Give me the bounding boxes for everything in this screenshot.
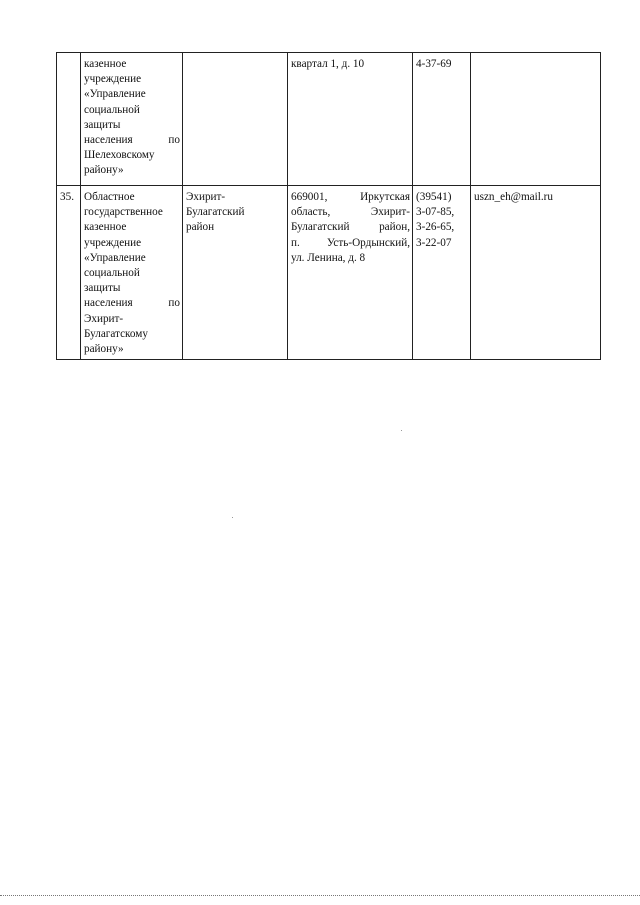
district-line: Эхирит- xyxy=(186,191,226,203)
address-cell xyxy=(288,186,413,360)
phone-line: 3-26-65, xyxy=(416,221,455,234)
name-line: Булагатскому xyxy=(84,327,148,340)
phone-cell xyxy=(413,53,471,186)
address-line: 669001, Иркутская xyxy=(291,191,410,203)
address-line: область, Эхирит- xyxy=(291,206,410,219)
table-row xyxy=(57,53,601,186)
page-bottom-edge xyxy=(0,895,640,896)
row-number-cell xyxy=(57,53,81,186)
name-line: казенное xyxy=(84,58,127,70)
name-line: защиты xyxy=(84,118,121,131)
phone-line: 3-22-07 xyxy=(416,236,452,249)
name-line: Областное xyxy=(84,191,135,203)
address-line: Булагатский район, xyxy=(291,221,410,234)
phone-line: 3-07-85, xyxy=(416,206,455,219)
name-line: государственное xyxy=(84,206,163,219)
name-line: району» xyxy=(84,343,124,356)
name-line: социальной xyxy=(84,103,140,116)
address-cell xyxy=(288,53,413,186)
district-line: Булагатский xyxy=(186,206,245,219)
name-line: учреждение xyxy=(84,236,142,249)
table-row xyxy=(57,186,601,360)
name-line: «Управление xyxy=(84,88,146,101)
name-line: Шелеховскому xyxy=(84,149,155,162)
institution-name-cell xyxy=(81,53,183,186)
district-cell xyxy=(183,53,288,186)
phone-line: 4-37-69 xyxy=(416,58,452,70)
address-line: п. Усть-Ордынский, xyxy=(291,236,410,249)
name-line: «Управление xyxy=(84,251,146,264)
phone-line: (39541) xyxy=(416,191,452,203)
scan-speck xyxy=(232,517,233,518)
scan-speck xyxy=(401,430,402,431)
email-cell xyxy=(471,53,601,186)
phone-cell xyxy=(413,186,471,360)
row-number-cell xyxy=(57,186,81,360)
district-line: район xyxy=(186,221,215,234)
row-number: 35. xyxy=(60,191,74,203)
institutions-table xyxy=(56,52,601,360)
name-line: району» xyxy=(84,164,124,177)
address-line: квартал 1, д. 10 xyxy=(291,58,365,70)
email-address: uszn_eh@mail.ru xyxy=(474,191,553,203)
email-cell xyxy=(471,186,601,360)
name-line: социальной xyxy=(84,267,140,280)
name-line: защиты xyxy=(84,282,121,295)
name-line: учреждение xyxy=(84,73,142,86)
address-line: ул. Ленина, д. 8 xyxy=(291,251,366,264)
name-line: населения по xyxy=(84,297,180,310)
name-line: населения по xyxy=(84,134,180,147)
district-cell xyxy=(183,186,288,360)
institution-name-cell xyxy=(81,186,183,360)
name-line: Эхирит- xyxy=(84,312,124,325)
name-line: казенное xyxy=(84,221,127,234)
